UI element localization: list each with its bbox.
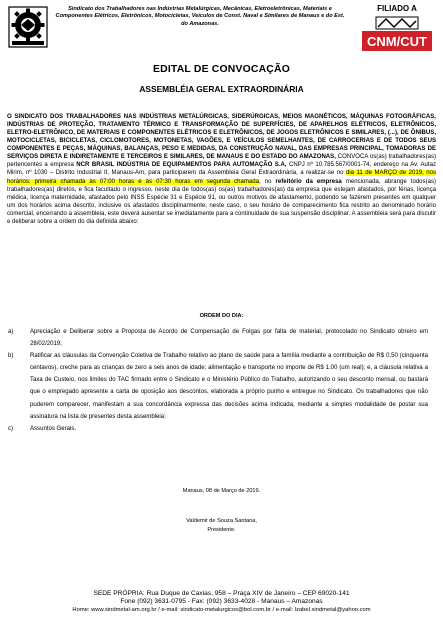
footer-contacts: Home: www.sindmetal-am.org.br / e-mail: sindicato-metalurgicos@bol.com.br / e-mail: lzabel.sindmetal@yahoo.com	[72, 607, 371, 614]
agenda-item-text: Apreciação e Deliberar sobre a Proposta de Acordo de Compensação de Folgas por falta de material, protocolado no Sindicato obreiro em 28/02/2019;	[30, 329, 428, 348]
agenda-item-letter: c)	[8, 425, 14, 432]
cnm-cut-text: CNM/CUT	[367, 34, 427, 49]
document-subtitle: ASSEMBLÉIA GERAL EXTRAORDINÁRIA	[139, 84, 304, 94]
union-full-name: O SINDICATO DOS TRABALHADORES NAS INDÚSTRIAS METALÚRGICAS, SIDERÚRGICAS, MEIOS MAGNÉTICOS, MÁQUINAS FOTOGRÁFICAS, INDÚSTRIAS DE PROTEÇÃO, TRATAMENTO TÉRMICO E TRANSFORMAÇÃO DE SUPERFÍCIES, DE APARELHOS ELÉTRICOS, ELETRÔNICOS, ELETRO-ELETRÔNICO, DE MATERIAIS E COMPONENTES ELÉTRICOS E ELETRÔNICOS, DE JOGOS ELETRÔNICOS E SIMILARES, (...), DE ÔNIBUS, MOTOCICLETAS, BICICLETAS, CICLOMOTORES, MOTONETAS, VAGÕES, E VEÍCULOS SEMELHANTES, DE CARROCERIAS E DE TODOS SEUS COMPONENTES E PEÇAS, MÁQUINAS, BALANÇAS, PESO E MEDIDAS, DA CONSTRUÇÃO NAVAL, DAS EMPRESAS PRINCIPAL, TOMADORAS DE SERVIÇOS DIRETA E INDIRETAMENTE E TERCEIROS E SIMILARES, DE MANAUS E DO ESTADO DO AMAZONAS,	[7, 114, 436, 161]
document-title: EDITAL DE CONVOCAÇÃO	[153, 64, 290, 75]
footer-address: SEDE PRÓPRIA: Rua Duque de Caxias, 958 – Praça XIV de Janeiro – CEP 69020-141	[93, 590, 350, 597]
agenda-title: ORDEM DO DIA:	[199, 313, 244, 319]
agenda-item-letter: a)	[8, 329, 14, 335]
convocation-text-4: mencionada, abrange todos(as) trabalhadores(as) diretos, e fica facultado o ingresso, neste dia de todos(as) os(as) trabalhadores(as) da empresa que estejam afastados, por férias, licença médica, licença maternidade, afastados pelo INSS Espécie 31 e Espécie 91, ou outros motivos de afastamento, podendo se fazerem presentes em qualquer um dos horários acima descrito, inclusive os afastados disciplinarmente, neste caso, o seu horário de comparecimento fica restrito ao denominado horário comercial, encerrando a assembleia, este deverá ausentar se imediatamente para a continuidade de sua suspensão disciplinar. A assembleia será para discutir e deliberar sobre a ordem do dia definida abaixo:	[7, 178, 436, 225]
agenda-item-letter: b)	[8, 353, 14, 360]
document-footer	[0, 590, 443, 615]
meeting-place: refeitório da empresa	[275, 178, 342, 185]
agenda-list	[8, 326, 428, 435]
document-date: Manaus, 08 de Março de 2019.	[182, 488, 261, 494]
agenda-item	[8, 423, 428, 435]
agenda-item	[8, 350, 428, 423]
company-name: NCR BRASIL INDÚSTRIA DE EQUIPAMENTOS PARA AUTOMAÇÃO S.A,	[76, 162, 287, 169]
filiado-label: FILIADO A	[377, 4, 417, 13]
signatory-role: Presidente.	[207, 527, 236, 533]
union-name: Sindicato dos Trabalhadores nas Indústrias Metalúrgicas, Mecânicas, Eletroeletrônicas, Materiais e Componentes Elétricos, Eletrônicos, Motocicletas, Veículos de Const. Naval e Similares de Manaus e do Est. do Amazonas.	[55, 6, 345, 27]
convocation-paragraph	[7, 113, 436, 226]
union-gear-logo-icon	[8, 6, 48, 48]
meeting-date-highlight: dia 11 de MARÇO de 2019, nos horários: primeira chamada às 07:00 horas e às 07:30 horas em segunda chamada	[7, 170, 436, 185]
convocation-text-2: CNPJ nº 10.785.567/0001-74, endereço na Av. Autaz Mirim, nº 1030 – Distrito Industrial II, Manaus-Am, para participarem da Assembleia Geral Extraordinária, a realizar-se no	[7, 162, 436, 177]
agenda-item-text: Assuntos Gerais.	[30, 425, 77, 432]
document-header	[6, 4, 437, 56]
signatory-name: Valdemir de Souza Santana,	[186, 518, 257, 524]
affiliation-block	[358, 4, 436, 49]
cnm-cut-logo-icon	[358, 15, 436, 53]
agenda-item	[8, 326, 428, 350]
footer-phone: Fone (092) 3631-0795 - Fax: (092) 3633-4028 - Manaus – Amazonas	[120, 598, 323, 606]
convocation-text-3: , no	[259, 178, 276, 185]
convocation-text-1: CONVOCA os(as) trabalhadores(as) pertencentes a empresa	[7, 154, 436, 169]
agenda-item-text: Ratificar as cláusulas da Convenção Coletiva de Trabalho relativo ao plano de saúde para a família mediante a contribuição de R$ 0,50 (cinquenta centavos), creche para as crianças de zero a seis anos de idade; alimentação e transporte no importe de R$ 1,00 (um real); e, a cláusula relativa a Taxa de Custeio, nos limites do TAC firmado entre o Sindicato e o Ministério Público do Trabalho, autorizando o seu desconto mensal, ou bastará que o empregado apresente a carta de oposição aos descontos, elaborada a próprio punho e entregue no Sindicato. Os trabalhadores que não puderem comparecer, manifestam a sua concordância expressa das decisões acima indicada, mediante a simples modalidade de postar sua assinatura na lista de presentes desta assembleia;	[30, 353, 428, 420]
